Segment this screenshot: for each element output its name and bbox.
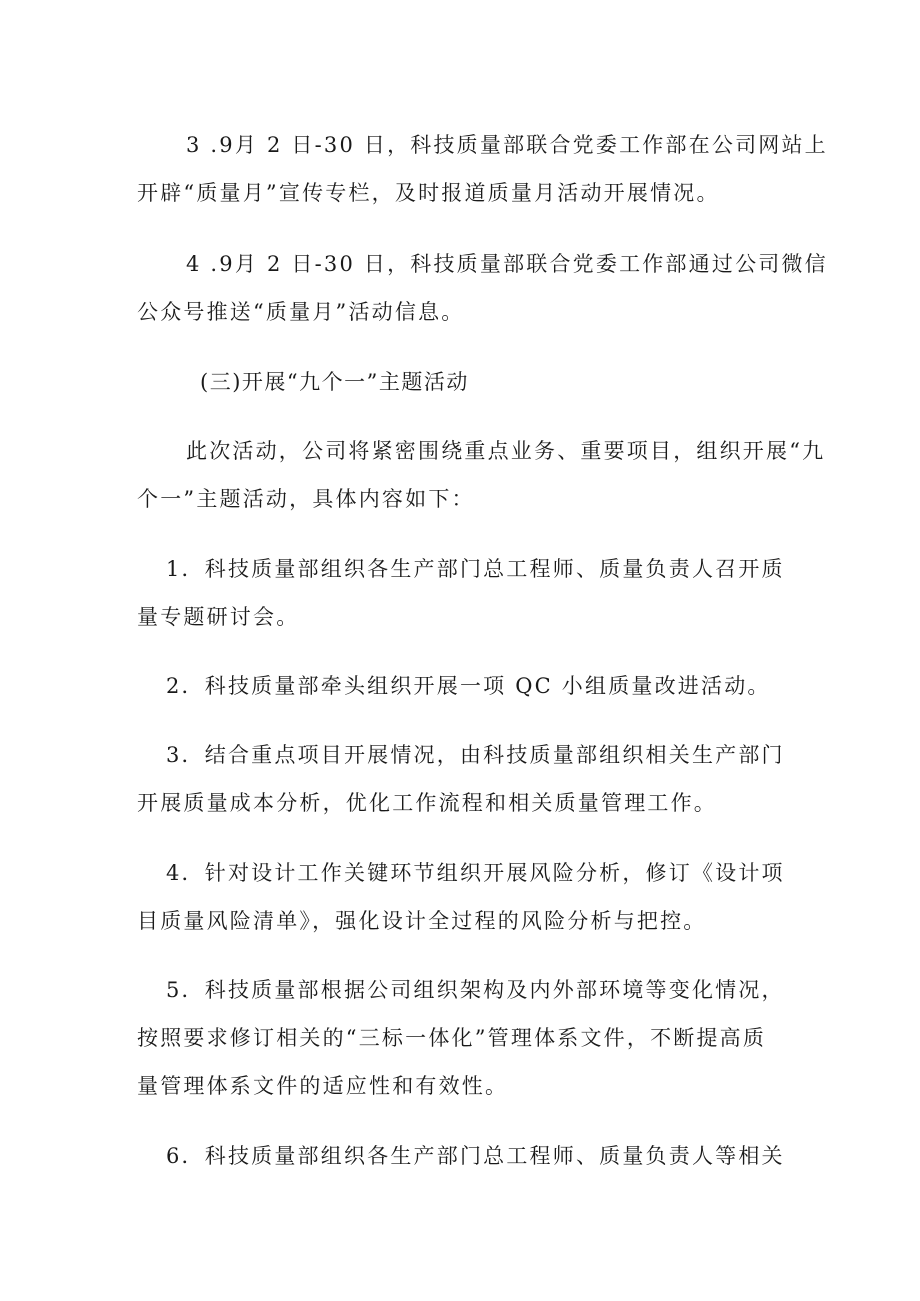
list-item-2-line-1: 2．科技质量部牵头组织开展一项 QC 小组质量改进活动。: [166, 674, 771, 698]
paragraph-4-line-2: 个一”主题活动，具体内容如下：: [137, 487, 475, 511]
paragraph-4-line-1: 此次活动，公司将紧密围绕重点业务、重要项目，组织开展“九: [186, 439, 826, 463]
list-item-5-line-3: 量管理体系文件的适应性和有效性。: [137, 1074, 509, 1098]
list-item-5-line-2: 按照要求修订相关的“三标一体化”管理体系文件，不断提高质: [137, 1026, 767, 1050]
paragraph-1-line-1: 3 .9月 2 日-30 日，科技质量部联合党委工作部在公司网站上: [186, 133, 828, 157]
list-item-3-line-2: 开展质量成本分析，优化工作流程和相关质量管理工作。: [137, 791, 717, 815]
list-item-5-line-1: 5．科技质量部根据公司组织架构及内外部环境等变化情况，: [166, 978, 785, 1002]
list-item-4-line-1: 4．针对设计工作关键环节组织开展风险分析，修订《设计项: [166, 861, 785, 885]
paragraph-2-line-2: 公众号推送“质量月”活动信息。: [137, 300, 465, 324]
section-heading: (三)开展“九个一”主题活动: [200, 370, 469, 394]
list-item-3-line-1: 3．结合重点项目开展情况，由科技质量部组织相关生产部门: [166, 743, 785, 767]
paragraph-2-line-1: 4 .9月 2 日-30 日，科技质量部联合党委工作部通过公司微信: [186, 252, 828, 276]
list-item-6-line-1: 6．科技质量部组织各生产部门总工程师、质量负责人等相关: [166, 1144, 785, 1168]
list-item-1-line-2: 量专题研讨会。: [137, 605, 300, 629]
paragraph-1-line-2: 开辟“质量月”宣传专栏，及时报道质量月活动开展情况。: [137, 181, 720, 205]
list-item-4-line-2: 目质量风险清单》，强化设计全过程的风险分析与把控。: [137, 909, 707, 933]
list-item-1-line-1: 1．科技质量部组织各生产部门总工程师、质量负责人召开质: [166, 557, 785, 581]
